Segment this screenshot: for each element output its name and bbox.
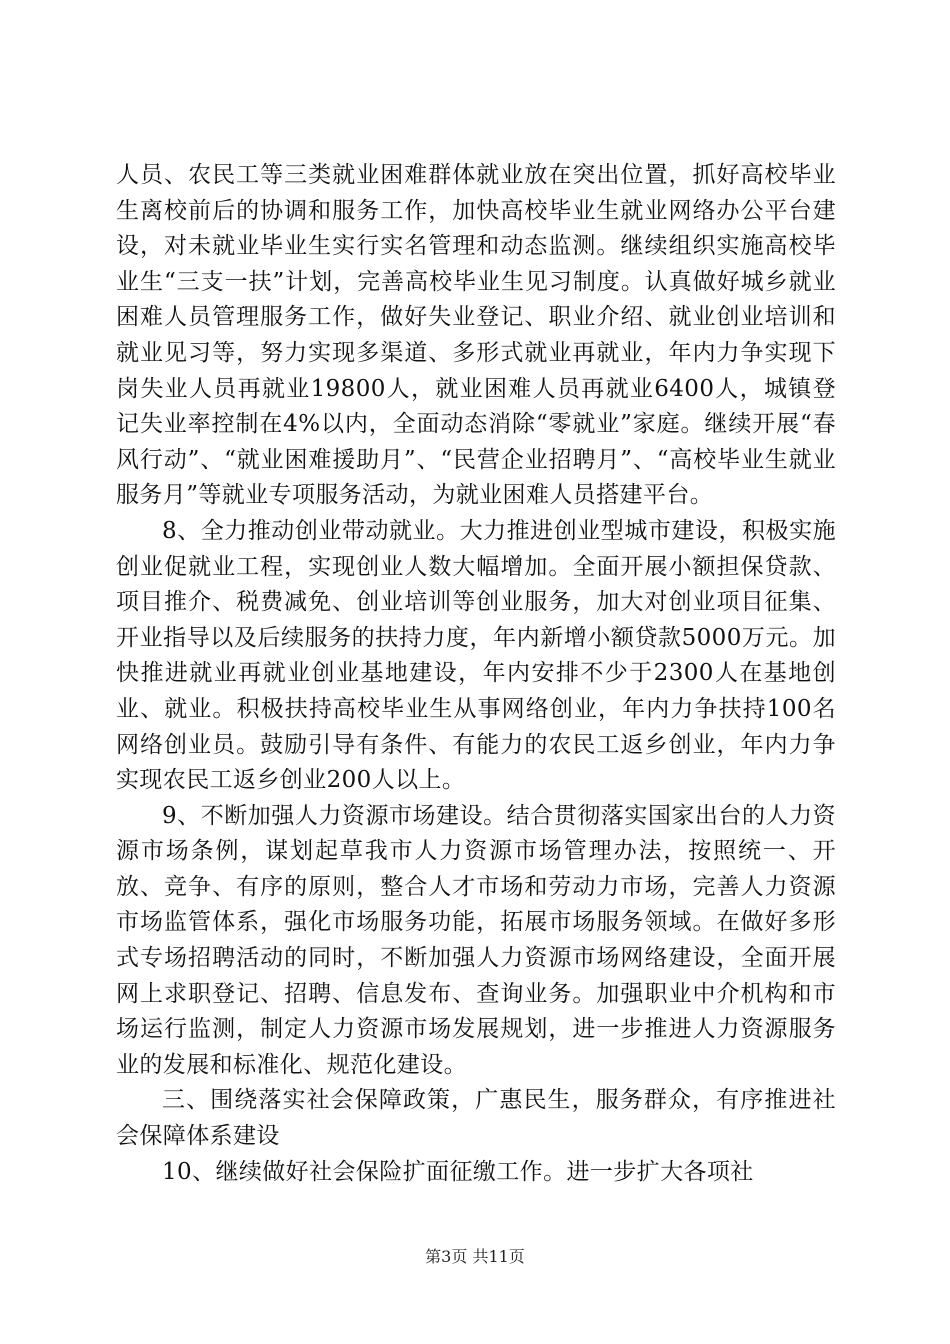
section-heading-3: 三、围绕落实社会保障政策，广惠民生，服务群众，有序推进社会保障体系建设 <box>116 1087 836 1150</box>
paragraph-item-10: 10、继续做好社会保险扩面征缴工作。进一步扩大各项社 <box>162 1158 754 1185</box>
paragraph-item-8: 8、全力推动创业带动就业。大力推进创业型城市建设，积极实施创业促就业工程，实现创业人数大幅增加。全面开展小额担保贷款、项目推介、税费减免、创业培训等创业服务，加大对创业项目征集、开业指导以及后续服务的扶持力度，年内新增小额贷款5000万元。加快推进就业再就业创业基地建设，年内安排不少于2300人在基地创业、就业。积极扶持高校毕业生从事网络创业，年内力争扶持100名网络创业员。鼓励引导有条件、有能力的农民工返乡创业，年内力争实现农民工返乡创业200人以上。 <box>116 517 836 794</box>
page-footer: 第3页 共11页 <box>425 1247 525 1266</box>
paragraph-item-9: 9、不断加强人力资源市场建设。结合贯彻落实国家出台的人力资源市场条例，谋划起草我市人力资源市场管理办法，按照统一、开放、竞争、有序的原则，整合人才市场和劳动力市场，完善人力资源市场监管体系，强化市场服务功能，拓展市场服务领域。在做好多形式专场招聘活动的同时，不断加强人力资源市场网络建设，全面开展网上求职登记、招聘、信息发布、查询业务。加强职业中介机构和市场运行监测，制定人力资源市场发展规划，进一步推进人力资源服务业的发展和标准化、规范化建设。 <box>116 802 836 1078</box>
paragraph-continuation: 人员、农民工等三类就业困难群体就业放在突出位置，抓好高校毕业生离校前后的协调和服务工作，加快高校毕业生就业网络办公平台建设，对未就业毕业生实行实名管理和动态监测。继续组织实施高校毕业生“三支一扶”计划，完善高校毕业生见习制度。认真做好城乡就业困难人员管理服务工作，做好失业登记、职业介绍、就业创业培训和就业见习等，努力实现多渠道、多形式就业再就业，年内力争实现下岗失业人员再就业19800人，就业困难人员再就业6400人，城镇登记失业率控制在4%以内，全面动态消除“零就业”家庭。继续开展“春风行动”、“就业困难援助月”、“民营企业招聘月”、“高校毕业生就业服务月”等就业专项服务活动，为就业困难人员搭建平台。 <box>116 162 836 509</box>
document-body <box>116 158 836 1190</box>
